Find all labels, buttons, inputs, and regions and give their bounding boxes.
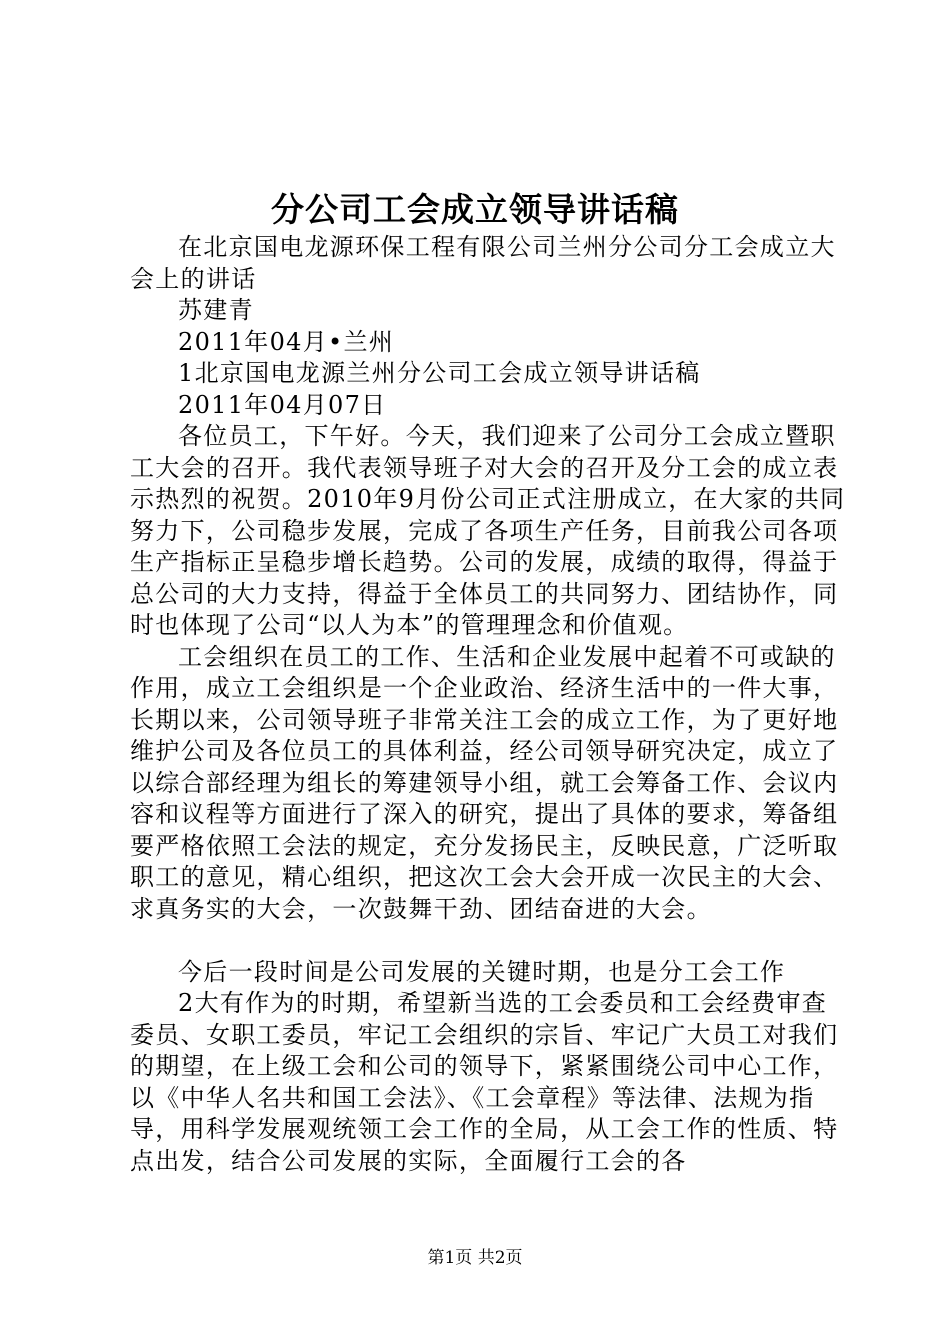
document-title: 分公司工会成立领导讲话稿 — [271, 190, 679, 229]
speech-heading: 在北京国电龙源环保工程有限公司兰州分公司分工会成立大会上的讲话 — [130, 233, 836, 293]
page-footer: 第1页 共2页 — [427, 1248, 523, 1268]
subtitle-line: 1北京国电龙源兰州分公司工会成立领导讲话稿 — [178, 359, 701, 387]
speech-date: 2011年04月07日 — [178, 390, 387, 419]
date-place: 2011年04月•兰州 — [178, 327, 395, 356]
paragraph-greeting: 各位员工，下午好。今天，我们迎来了公司分工会成立暨职工大会的召开。我代表领导班子对大会的召开及分工会的成立表示热烈的祝贺。2010年9月份公司正式注册成立，在大家的共同努力下，公司稳步发展，完成了各项生产任务，目前我公司各项生产指标正呈稳步增长趋势。公司的发展，成绩的取得，得益于总公司的大力支持，得益于全体员工的共同努力、团结协作，同时也体现了公司“以人为本”的管理理念和价值观。 — [130, 422, 846, 639]
speaker-name: 苏建青 — [178, 296, 254, 324]
paragraph-future-intro: 今后一段时间是公司发展的关键时期，也是分工会工作 — [178, 957, 786, 986]
paragraph-future-body: 2大有作为的时期，希望新当选的工会委员和工会经费审查委员、女职工委员，牢记工会组织的宗旨、牢记广大员工对我们的期望，在上级工会和公司的领导下，紧紧围绕公司中心工作，以《中华人名共和国工会法》、《工会章程》等法律、法规为指导，用科学发展观统领工会工作的全局，从工会工作的性质、特点出发，结合公司发展的实际，全面履行工会的各 — [130, 989, 839, 1175]
paragraph-union-role: 工会组织在员工的工作、生活和企业发展中起着不可或缺的作用，成立工会组织是一个企业政治、经济生活中的一件大事，长期以来，公司领导班子非常关注工会的成立工作，为了更好地维护公司及各位员工的具体利益，经公司领导研究决定，成立了以综合部经理为组长的筹建领导小组，就工会筹备工作、会议内容和议程等方面进行了深入的研究，提出了具体的要求，筹备组要严格依照工会法的规定，充分发扬民主，反映民意，广泛听取职工的意见，精心组织，把这次工会大会开成一次民主的大会、求真务实的大会，一次鼓舞干劲、团结奋进的大会。 — [130, 642, 839, 923]
document-body — [130, 232, 850, 1177]
